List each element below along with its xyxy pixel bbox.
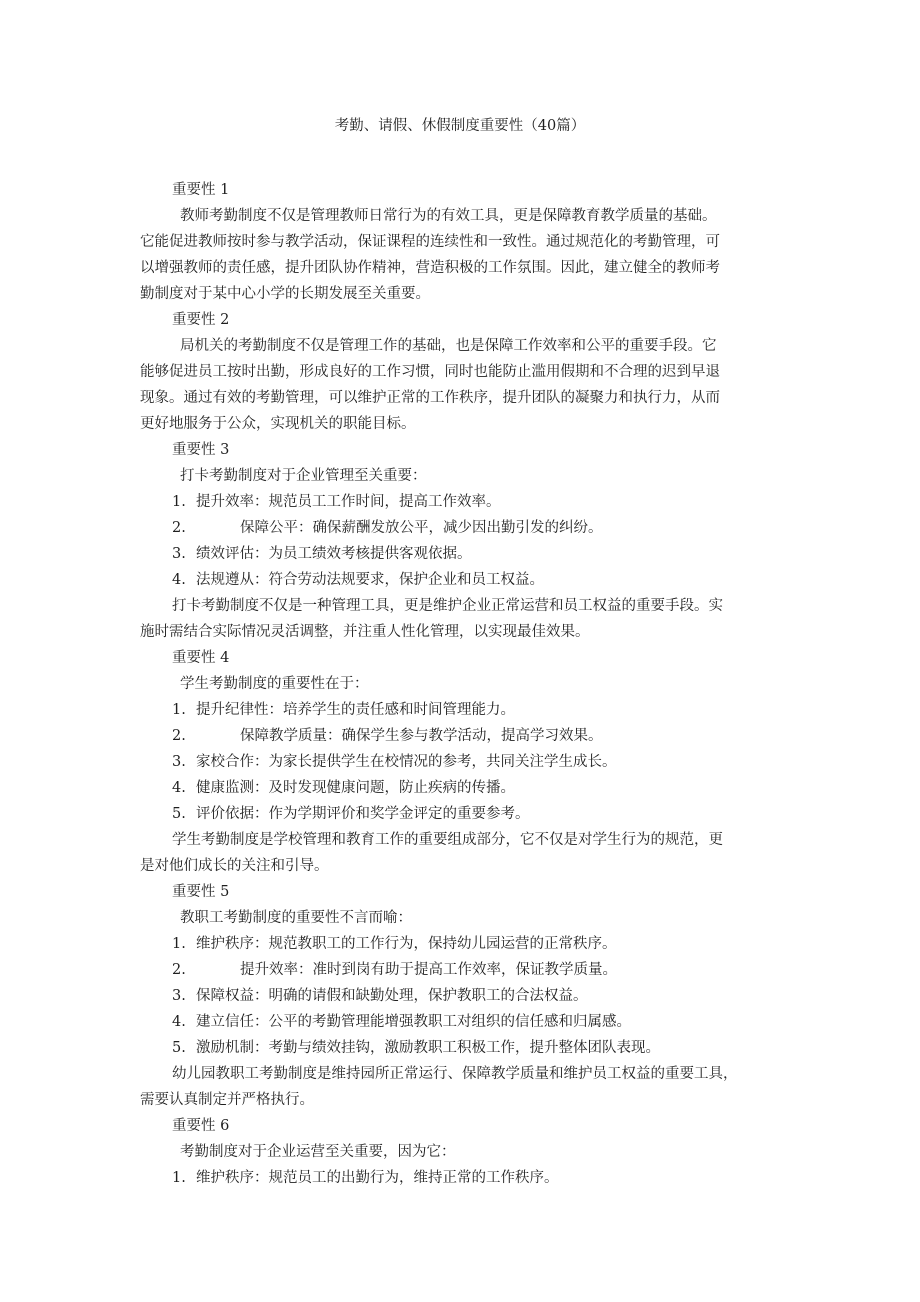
list-number: 1. bbox=[172, 494, 186, 510]
section-intro: 教职工考勤制度的重要性不言而喻： bbox=[180, 910, 412, 926]
list-item bbox=[140, 801, 790, 827]
section-intro: 打卡考勤制度对于企业管理至关重要： bbox=[180, 468, 427, 484]
list-number: 5. bbox=[172, 806, 186, 822]
list-text: 绩效评估：为员工绩效考核提供客观依据。 bbox=[196, 546, 472, 562]
section-heading: 重要性 2 bbox=[172, 312, 230, 328]
list-text: 提升效率：规范员工工作时间，提高工作效率。 bbox=[196, 494, 501, 510]
list-number: 1. bbox=[172, 702, 186, 718]
paragraph-line: 幼儿园教职工考勤制度是维持园所正常运行、保障教学质量和维护员工权益的重要工具， bbox=[172, 1066, 738, 1082]
list-item bbox=[140, 931, 790, 957]
list-number: 1. bbox=[172, 936, 186, 952]
list-item bbox=[140, 541, 790, 567]
list-number: 3. bbox=[172, 754, 186, 770]
list-item bbox=[140, 1165, 790, 1191]
section-heading: 重要性 5 bbox=[172, 884, 230, 900]
list-text: 家校合作：为家长提供学生在校情况的参考，共同关注学生成长。 bbox=[196, 754, 617, 770]
list-number: 4. bbox=[172, 572, 186, 588]
paragraph-line: 它能促进教师按时参与教学活动，保证课程的连续性和一致性。通过规范化的考勤管理，可 bbox=[140, 234, 720, 250]
list-text: 保障权益：明确的请假和缺勤处理，保护教职工的合法权益。 bbox=[196, 988, 588, 1004]
paragraph-line: 局机关的考勤制度不仅是管理工作的基础，也是保障工作效率和公平的重要手段。它 bbox=[180, 338, 717, 354]
list-number: 3. bbox=[172, 546, 186, 562]
section-heading: 重要性 6 bbox=[172, 1118, 230, 1134]
list-text: 提升纪律性：培养学生的责任感和时间管理能力。 bbox=[196, 702, 515, 718]
section-intro: 学生考勤制度的重要性在于： bbox=[180, 676, 369, 692]
list-text: 保障教学质量：确保学生参与教学活动，提高学习效果。 bbox=[240, 728, 603, 744]
document-body bbox=[140, 177, 790, 1191]
list-text: 法规遵从：符合劳动法规要求，保护企业和员工权益。 bbox=[196, 572, 544, 588]
list-number: 4. bbox=[172, 780, 186, 796]
list-item bbox=[140, 957, 790, 983]
paragraph-line: 学生考勤制度是学校管理和教育工作的重要组成部分，它不仅是对学生行为的规范，更 bbox=[172, 832, 723, 848]
section-intro: 考勤制度对于企业运营至关重要，因为它： bbox=[180, 1144, 456, 1160]
list-number: 5. bbox=[172, 1040, 186, 1056]
list-text: 维护秩序：规范教职工的工作行为，保持幼儿园运营的正常秩序。 bbox=[196, 936, 617, 952]
list-number: 2. bbox=[172, 962, 186, 978]
paragraph-line: 教师考勤制度不仅是管理教师日常行为的有效工具，更是保障教育教学质量的基础。 bbox=[180, 208, 717, 224]
list-item bbox=[140, 983, 790, 1009]
list-number: 2. bbox=[172, 728, 186, 744]
list-text: 提升效率：准时到岗有助于提高工作效率，保证教学质量。 bbox=[240, 962, 617, 978]
list-item bbox=[140, 749, 790, 775]
list-item bbox=[140, 1009, 790, 1035]
list-text: 激励机制：考勤与绩效挂钩，激励教职工积极工作，提升整体团队表现。 bbox=[196, 1040, 660, 1056]
paragraph-line: 是对他们成长的关注和引导。 bbox=[140, 858, 329, 874]
paragraph-line: 打卡考勤制度不仅是一种管理工具，更是维护企业正常运营和员工权益的重要手段。实 bbox=[172, 598, 723, 614]
section-heading: 重要性 3 bbox=[172, 442, 230, 458]
paragraph-line: 更好地服务于公众，实现机关的职能目标。 bbox=[140, 416, 416, 432]
list-item bbox=[140, 489, 790, 515]
paragraph-line: 施时需结合实际情况灵活调整，并注重人性化管理，以实现最佳效果。 bbox=[140, 624, 590, 640]
list-text: 健康监测：及时发现健康问题，防止疾病的传播。 bbox=[196, 780, 515, 796]
paragraph-line: 以增强教师的责任感，提升团队协作精神，营造积极的工作氛围。因此，建立健全的教师考 bbox=[140, 260, 720, 276]
section-heading: 重要性 1 bbox=[172, 182, 230, 198]
list-number: 2. bbox=[172, 520, 186, 536]
list-item bbox=[140, 723, 790, 749]
list-item bbox=[140, 515, 790, 541]
list-item bbox=[140, 775, 790, 801]
list-item bbox=[140, 567, 790, 593]
list-number: 4. bbox=[172, 1014, 186, 1030]
paragraph-line: 能够促进员工按时出勤，形成良好的工作习惯，同时也能防止滥用假期和不合理的迟到早退 bbox=[140, 364, 720, 380]
paragraph-line: 勤制度对于某中心小学的长期发展至关重要。 bbox=[140, 286, 430, 302]
paragraph-line: 现象。通过有效的考勤管理，可以维护正常的工作秩序，提升团队的凝聚力和执行力，从而 bbox=[140, 390, 720, 406]
list-item bbox=[140, 1035, 790, 1061]
section-heading: 重要性 4 bbox=[172, 650, 230, 666]
list-text: 评价依据：作为学期评价和奖学金评定的重要参考。 bbox=[196, 806, 530, 822]
list-number: 3. bbox=[172, 988, 186, 1004]
paragraph-line: 需要认真制定并严格执行。 bbox=[140, 1092, 314, 1108]
list-number: 1. bbox=[172, 1170, 186, 1186]
document-title: 考勤、请假、休假制度重要性（40篇） bbox=[334, 118, 586, 134]
list-text: 建立信任：公平的考勤管理能增强教职工对组织的信任感和归属感。 bbox=[196, 1014, 631, 1030]
list-text: 维护秩序：规范员工的出勤行为，维持正常的工作秩序。 bbox=[196, 1170, 559, 1186]
list-text: 保障公平：确保薪酬发放公平，减少因出勤引发的纠纷。 bbox=[240, 520, 603, 536]
list-item bbox=[140, 697, 790, 723]
